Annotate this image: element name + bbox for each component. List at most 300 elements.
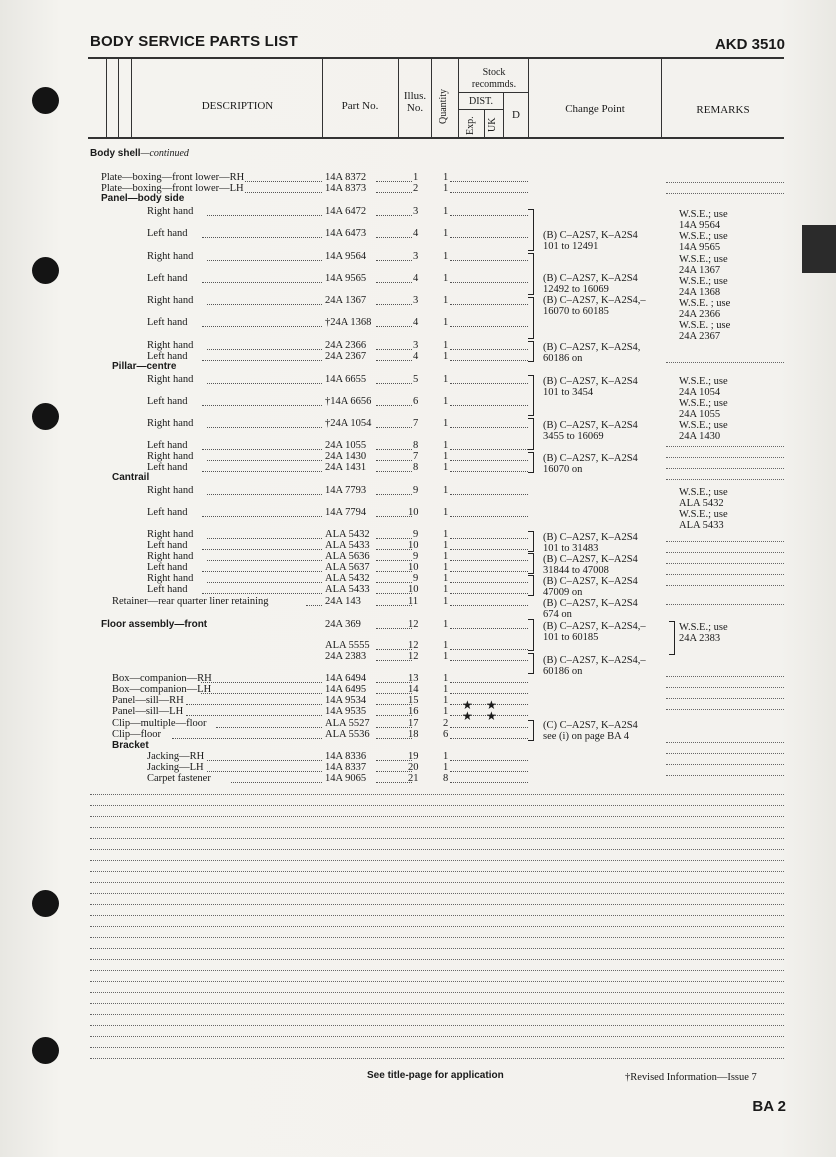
remarks-rule <box>666 764 784 765</box>
leader-dots <box>450 628 528 629</box>
change-point-text: 31844 to 47008 <box>543 565 609 576</box>
part-description: Retainer—rear quarter liner retaining <box>112 596 269 607</box>
blank-ruled-line <box>90 1036 784 1037</box>
illus-number: 19 <box>408 751 419 762</box>
blank-ruled-line <box>90 959 784 960</box>
column-rule <box>503 93 504 137</box>
blank-ruled-line <box>90 937 784 938</box>
leader-dots <box>376 582 412 583</box>
change-point-text: (B) C–A2S7, K–A2S4 <box>543 554 638 565</box>
remark-text: 14A 9564 <box>679 220 721 231</box>
leader-dots <box>450 760 528 761</box>
change-bracket <box>528 375 534 416</box>
illus-number: 8 <box>413 440 419 451</box>
quantity: 1 <box>443 562 449 573</box>
leader-dots <box>202 593 322 594</box>
part-description: Left hand <box>147 540 188 551</box>
part-number: 24A 369 <box>325 619 361 630</box>
leader-dots <box>202 237 322 238</box>
leader-dots <box>202 516 322 517</box>
part-description: Clip—multiple—floor <box>112 718 207 729</box>
part-description: Left hand <box>147 584 188 595</box>
blank-ruled-line <box>90 794 784 795</box>
part-number: ALA 5433 <box>325 540 370 551</box>
illus-number: 9 <box>413 573 419 584</box>
blank-ruled-line <box>90 849 784 850</box>
blank-ruled-line <box>90 816 784 817</box>
leader-dots <box>450 660 528 661</box>
remark-text: 24A 1430 <box>679 431 721 442</box>
remark-text: W.S.E. ; use <box>679 298 731 309</box>
part-description: Jacking—LH <box>147 762 204 773</box>
change-bracket <box>528 531 534 552</box>
quantity: 1 <box>443 440 449 451</box>
leader-dots <box>376 628 412 629</box>
remark-text: ALA 5432 <box>679 498 724 509</box>
leader-dots <box>376 181 412 182</box>
leader-dots <box>207 760 322 761</box>
remarks-rule <box>666 182 784 183</box>
part-description: Left hand <box>147 462 188 473</box>
part-number: 14A 6473 <box>325 228 367 239</box>
leader-dots <box>450 181 528 182</box>
part-number: 14A 9065 <box>325 773 367 784</box>
change-point-text: 101 to 3454 <box>543 387 594 398</box>
leader-dots <box>207 349 322 350</box>
leader-dots <box>376 326 412 327</box>
col-quantity: Quantity <box>438 89 449 124</box>
part-number: ALA 5555 <box>325 640 370 651</box>
leader-dots <box>231 782 322 783</box>
part-number: 14A 9564 <box>325 251 367 262</box>
leader-dots <box>450 405 528 406</box>
illus-number: 3 <box>413 295 419 306</box>
part-number: 24A 2367 <box>325 351 367 362</box>
quantity: 1 <box>443 273 449 284</box>
remarks-rule <box>666 457 784 458</box>
remark-text: W.S.E.; use <box>679 509 728 520</box>
quantity: 1 <box>443 295 449 306</box>
leader-dots <box>201 682 322 683</box>
blank-ruled-line <box>90 915 784 916</box>
part-number: 14A 7794 <box>325 507 367 518</box>
blank-ruled-line <box>90 1003 784 1004</box>
part-number: ALA 5527 <box>325 718 370 729</box>
leader-dots <box>216 727 322 728</box>
column-rule <box>528 58 529 137</box>
stock-star: ★ <box>486 698 497 712</box>
leader-dots <box>186 715 322 716</box>
part-description: Plate—boxing—front lower—RH <box>101 172 245 183</box>
blank-ruled-line <box>90 827 784 828</box>
illus-number: 18 <box>408 729 419 740</box>
column-rule <box>131 58 132 137</box>
remark-text: W.S.E.; use <box>679 398 728 409</box>
change-point-text: 3455 to 16069 <box>543 431 604 442</box>
column-rule <box>106 58 107 137</box>
remark-text: W.S.E.; use <box>679 376 728 387</box>
leader-dots <box>450 215 528 216</box>
part-number: 14A 6495 <box>325 684 367 695</box>
part-number: 14A 6494 <box>325 673 367 684</box>
remarks-rule <box>666 541 784 542</box>
part-description: Panel—sill—RH <box>112 695 184 706</box>
leader-dots <box>376 782 412 783</box>
part-number: 14A 7793 <box>325 485 367 496</box>
table-row <box>0 706 836 718</box>
change-point-text: 47009 on <box>543 587 583 598</box>
remark-text: W.S.E.; use <box>679 231 728 242</box>
leader-dots <box>450 471 528 472</box>
blank-ruled-line <box>90 1058 784 1059</box>
quantity: 1 <box>443 640 449 651</box>
leader-dots <box>450 494 528 495</box>
part-description: Right hand <box>147 295 194 306</box>
part-number: 14A 9534 <box>325 695 367 706</box>
leader-dots <box>245 192 322 193</box>
col-illus: Illus. No. <box>403 90 427 114</box>
part-number: 14A 8372 <box>325 172 367 183</box>
column-rule <box>431 58 432 137</box>
table-row <box>0 651 836 663</box>
leader-dots <box>450 237 528 238</box>
leader-dots <box>450 460 528 461</box>
blank-ruled-line <box>90 1025 784 1026</box>
stock-star: ★ <box>486 709 497 723</box>
document-code: AKD 3510 <box>714 36 785 53</box>
quantity: 1 <box>443 684 449 695</box>
part-description: Left hand <box>147 351 188 362</box>
remark-text: W.S.E.; use <box>679 209 728 220</box>
illus-number: 5 <box>413 374 419 385</box>
illus-number: 15 <box>408 695 419 706</box>
part-description: Left hand <box>147 317 188 328</box>
part-description: Left hand <box>147 273 188 284</box>
leader-dots <box>207 460 322 461</box>
part-description: Right hand <box>147 485 194 496</box>
leader-dots <box>376 715 412 716</box>
illus-number: 2 <box>413 183 419 194</box>
part-number: †14A 6656 <box>325 396 372 407</box>
quantity: 1 <box>443 340 449 351</box>
illus-number: 9 <box>413 485 419 496</box>
remarks-rule <box>666 446 784 447</box>
quantity: 1 <box>443 317 449 328</box>
leader-dots <box>450 571 528 572</box>
column-rule <box>398 58 399 137</box>
col-uk: UK <box>487 117 498 132</box>
blank-ruled-line <box>90 992 784 993</box>
leader-dots <box>376 571 412 572</box>
part-description: Right hand <box>147 206 194 217</box>
part-number: 14A 8373 <box>325 183 367 194</box>
leader-dots <box>450 260 528 261</box>
leader-dots <box>207 383 322 384</box>
illus-number: 7 <box>413 418 419 429</box>
part-number: 14A 6472 <box>325 206 367 217</box>
change-bracket <box>528 209 534 251</box>
col-change-point: Change Point <box>565 103 625 115</box>
part-number: †24A 1368 <box>325 317 372 328</box>
quantity: 1 <box>443 762 449 773</box>
part-number: 24A 2383 <box>325 651 367 662</box>
leader-dots <box>376 704 412 705</box>
remarks-rule <box>666 574 784 575</box>
quantity: 1 <box>443 673 449 684</box>
illus-number: 10 <box>408 584 419 595</box>
illus-number: 7 <box>413 451 419 462</box>
illus-number: 6 <box>413 396 419 407</box>
leader-dots <box>450 727 528 728</box>
col-dist: DIST. <box>469 96 493 107</box>
leader-dots <box>245 181 322 182</box>
leader-dots <box>450 427 528 428</box>
remark-text: 24A 2366 <box>679 309 721 320</box>
part-description: Panel—sill—LH <box>112 706 184 717</box>
part-number: 14A 9535 <box>325 706 367 717</box>
change-bracket <box>528 720 534 741</box>
leader-dots <box>376 516 412 517</box>
illus-number: 9 <box>413 529 419 540</box>
part-number: 14A 9565 <box>325 273 367 284</box>
part-description: Left hand <box>147 562 188 573</box>
quantity: 2 <box>443 718 449 729</box>
illus-number: 13 <box>408 673 419 684</box>
leader-dots <box>202 549 322 550</box>
leader-dots <box>376 237 412 238</box>
part-description: Right hand <box>147 374 194 385</box>
change-point-text: 16070 on <box>543 464 583 475</box>
stock-star: ★ <box>462 698 473 712</box>
part-description: Plate—boxing—front lower—LH <box>101 183 244 194</box>
illus-number: 14 <box>408 684 419 695</box>
leader-dots <box>450 383 528 384</box>
leader-dots <box>450 304 528 305</box>
quantity: 1 <box>443 251 449 262</box>
remark-text: 24A 1055 <box>679 409 721 420</box>
change-point-text: (B) C–A2S7, K–A2S4 <box>543 453 638 464</box>
section-floor-assembly: Floor assembly—front <box>101 619 208 630</box>
blank-ruled-line <box>90 970 784 971</box>
illus-number: 12 <box>408 619 419 630</box>
leader-dots <box>450 738 528 739</box>
part-number: 24A 143 <box>325 596 361 607</box>
change-point-text: 101 to 31483 <box>543 543 599 554</box>
part-description: Carpet fastener <box>147 773 211 784</box>
leader-dots <box>376 538 412 539</box>
section-cantrail: Cantrail <box>112 472 150 483</box>
illus-number: 12 <box>408 640 419 651</box>
binder-hole <box>32 890 59 917</box>
change-point-text: 16070 to 60185 <box>543 306 609 317</box>
quantity: 1 <box>443 651 449 662</box>
leader-dots <box>202 405 322 406</box>
illus-number: 3 <box>413 206 419 217</box>
leader-dots <box>376 494 412 495</box>
leader-dots <box>376 693 412 694</box>
section-body-shell: Body shell—continued <box>90 148 189 159</box>
blank-ruled-line <box>90 981 784 982</box>
header-bottom-rule <box>88 137 784 139</box>
part-description: Box—companion—RH <box>112 673 212 684</box>
part-description: Right hand <box>147 573 194 584</box>
quantity: 1 <box>443 507 449 518</box>
remark-text: ALA 5433 <box>679 520 724 531</box>
remarks-rule <box>666 604 784 605</box>
part-description: Left hand <box>147 228 188 239</box>
remarks-rule <box>666 687 784 688</box>
blank-ruled-line <box>90 926 784 927</box>
dist-rule <box>459 109 503 110</box>
leader-dots <box>450 649 528 650</box>
remarks-rule <box>666 362 784 363</box>
remark-text: 24A 1367 <box>679 265 721 276</box>
quantity: 1 <box>443 374 449 385</box>
change-point-text: (B) C–A2S7, K–A2S4, <box>543 342 641 353</box>
change-point-text: (B) C–A2S7, K–A2S4 <box>543 532 638 543</box>
header-top-rule <box>88 57 784 59</box>
leader-dots <box>172 738 322 739</box>
blank-ruled-line <box>90 805 784 806</box>
part-number: 24A 1055 <box>325 440 367 451</box>
quantity: 8 <box>443 773 449 784</box>
part-number: 24A 2366 <box>325 340 367 351</box>
section-panel-body-side: Panel—body side <box>101 193 185 204</box>
leader-dots <box>186 704 322 705</box>
change-point-text: (B) C–A2S7, K–A2S4 <box>543 273 638 284</box>
blank-ruled-line <box>90 860 784 861</box>
col-remarks: REMARKS <box>696 104 750 116</box>
table-row <box>0 729 836 741</box>
blank-ruled-line <box>90 871 784 872</box>
leader-dots <box>376 282 412 283</box>
change-point-text: 674 on <box>543 609 572 620</box>
column-rule <box>661 58 662 137</box>
change-point-text: (C) C–A2S7, K–A2S4 <box>543 720 638 731</box>
change-point-text: (B) C–A2S7, K–A2S4 <box>543 420 638 431</box>
leader-dots <box>376 560 412 561</box>
remarks-rule <box>666 698 784 699</box>
remarks-rule <box>666 775 784 776</box>
part-number: ALA 5636 <box>325 551 370 562</box>
remark-text: W.S.E.; use <box>679 420 728 431</box>
col-stock: Stock recommds. <box>471 67 517 90</box>
illus-number: 16 <box>408 706 419 717</box>
leader-dots <box>450 693 528 694</box>
leader-dots <box>450 516 528 517</box>
part-description: Right hand <box>147 451 194 462</box>
leader-dots <box>376 738 412 739</box>
part-description: Jacking—RH <box>147 751 205 762</box>
quantity: 1 <box>443 540 449 551</box>
leader-dots <box>376 260 412 261</box>
leader-dots <box>306 605 322 606</box>
column-rule <box>322 58 323 137</box>
leader-dots <box>376 449 412 450</box>
part-description: Left hand <box>147 396 188 407</box>
quantity: 6 <box>443 729 449 740</box>
part-description: Right hand <box>147 529 194 540</box>
col-part-no: Part No. <box>341 100 379 112</box>
leader-dots <box>376 593 412 594</box>
change-point-text: 12492 to 16069 <box>543 284 609 295</box>
quantity: 1 <box>443 172 449 183</box>
quantity: 1 <box>443 228 449 239</box>
leader-dots <box>376 649 412 650</box>
leader-dots <box>202 360 322 361</box>
leader-dots <box>450 560 528 561</box>
leader-dots <box>376 383 412 384</box>
change-point-text: 101 to 60185 <box>543 632 599 643</box>
leader-dots <box>207 494 322 495</box>
remark-text: 24A 2367 <box>679 331 721 342</box>
binder-hole <box>32 1037 59 1064</box>
leader-dots <box>450 282 528 283</box>
change-bracket <box>528 619 534 651</box>
remark-text: W.S.E. ; use <box>679 320 731 331</box>
remarks-rule <box>666 552 784 553</box>
change-point-text: (B) C–A2S7, K–A2S4,– <box>543 655 646 666</box>
change-bracket <box>528 452 534 473</box>
leader-dots <box>207 304 322 305</box>
part-description: Right hand <box>147 251 194 262</box>
binder-hole <box>32 87 59 114</box>
part-description: Left hand <box>147 440 188 451</box>
stock-star: ★ <box>462 709 473 723</box>
part-number: 14A 8336 <box>325 751 367 762</box>
stock-rule <box>459 92 528 93</box>
leader-dots <box>450 682 528 683</box>
part-number: ALA 5432 <box>325 529 370 540</box>
illus-number: 4 <box>413 317 419 328</box>
leader-dots <box>376 192 412 193</box>
quantity: 1 <box>443 695 449 706</box>
leader-dots <box>202 571 322 572</box>
change-bracket <box>528 653 534 674</box>
part-number: 24A 1430 <box>325 451 367 462</box>
illus-number: 9 <box>413 551 419 562</box>
remark-text: 24A 2383 <box>679 633 721 644</box>
section-pillar-centre: Pillar—centre <box>112 361 177 372</box>
leader-dots <box>376 727 412 728</box>
remarks-rule <box>666 753 784 754</box>
leader-dots <box>207 215 322 216</box>
quantity: 1 <box>443 573 449 584</box>
leader-dots <box>376 682 412 683</box>
column-rule <box>458 58 459 137</box>
leader-dots <box>207 560 322 561</box>
illus-number: 4 <box>413 228 419 239</box>
leader-dots <box>207 771 322 772</box>
col-description: DESCRIPTION <box>201 100 274 112</box>
quantity: 1 <box>443 551 449 562</box>
leader-dots <box>376 471 412 472</box>
leader-dots <box>450 538 528 539</box>
change-point-text: 60186 on <box>543 666 583 677</box>
quantity: 1 <box>443 529 449 540</box>
leader-dots <box>207 260 322 261</box>
quantity: 1 <box>443 751 449 762</box>
leader-dots <box>450 192 528 193</box>
remarks-rule <box>666 742 784 743</box>
part-number: ALA 5637 <box>325 562 370 573</box>
leader-dots <box>376 771 412 772</box>
column-rule <box>484 110 485 137</box>
leader-dots <box>201 693 322 694</box>
change-point-text: see (i) on page BA 4 <box>543 731 630 742</box>
remarks-rule <box>666 709 784 710</box>
change-bracket <box>528 297 534 339</box>
